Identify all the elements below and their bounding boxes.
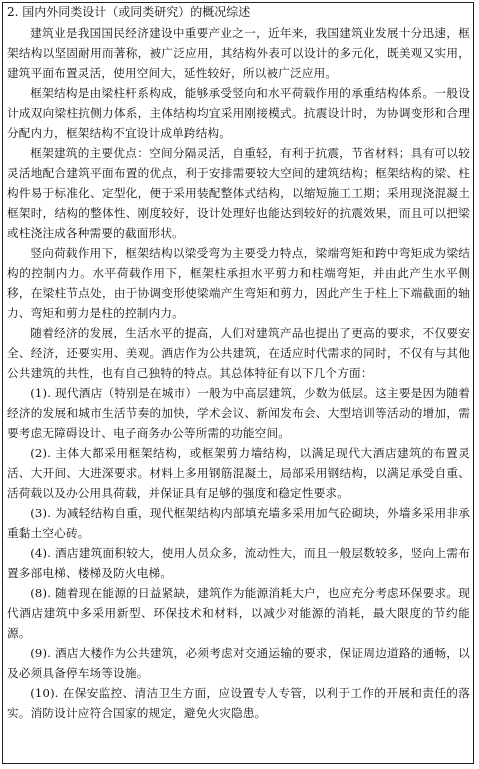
paragraph-hotel-features: 随着经济的发展，生活水平的提高，人们对建筑产品也提出了更高的要求，不仅要安全、经济，还要实用、美观。酒店作为公共建筑，在适应时代需求的同时，不仅有与其他公共建筑的共性，也有自己独特的特点。其总体特征有以下几个方面：	[7, 326, 470, 380]
list-item-8: (8). 随着现在能源的日益紧缺，建筑作为能源消耗大户，也应充分考虑环保要求。现代酒店建筑中多采用新型、环保技术和材料，以减少对能源的消耗，最大限度的节约能源。	[7, 586, 470, 640]
paragraph-frame-structure: 框架结构是由梁柱杆系构成，能够承受竖向和水平荷载作用的承重结构体系。一般设计成双向梁柱抗侧力体系，主体结构均宜采用刚接模式。抗震设计时，为协调变形和合理分配内力，框架结构不宜设计成单跨结构。	[7, 86, 470, 140]
list-item-2: (2). 主体大都采用框架结构，或框架剪力墙结构，以满足现代大酒店建筑的布置灵活、大开间、大进深要求。材料上多用钢筋混凝土，局部采用钢结构，以满足承受自重、活荷载以及办公用具荷载，并保证具有足够的强度和稳定性要求。	[7, 446, 470, 500]
list-item-4: (4). 酒店建筑面积较大，使用人员众多，流动性大，而且一般层数较多，竖向上需布置多部电梯、楼梯及防火电梯。	[7, 546, 470, 580]
paragraph-intro: 建筑业是我国国民经济建设中重要产业之一，近年来，我国建筑业发展十分迅速，框架结构以坚固耐用而著称，被广泛应用，其结构外表可以设计的多元化，既美观又实用，建筑平面布置灵活，使用空间大，延性较好，所以被广泛应用。	[7, 26, 470, 80]
paragraph-advantages: 框架建筑的主要优点：空间分隔灵活，自重轻，有利于抗震，节省材料；具有可以较灵活地配合建筑平面布置的优点，利于安排需要较大空间的建筑结构；框架结构的梁、柱构件易于标准化、定型化，便于采用装配整体式结构，以缩短施工工期；采用现浇混凝土框架时，结构的整体性、刚度较好，设计处理好也能达到较好的抗震效果，而且可以把梁或柱浇注成各种需要的截面形状。	[7, 146, 470, 240]
list-item-3: (3). 为减轻结构自重，现代框架结构内部填充墙多采用加气砼砌块，外墙多采用非承重黏土空心砖。	[7, 506, 470, 540]
list-item-1: (1). 现代酒店（特别是在城市）一般为中高层建筑，少数为低层。这主要是因为随着经济的发展和城市生活节奏的加快，学术会议、新闻发布会、大型培训等活动的增加，需要考虑无障碍设计、电子商务办公等所需的功能空间。	[7, 386, 470, 440]
document-body	[7, 4, 470, 723]
list-item-10: (10). 在保安监控、清洁卫生方面，应设置专人专管，以利于工作的开展和责任的落实。消防设计应符合国家的规定，避免火灾隐患。	[7, 686, 470, 720]
list-item-9: (9). 酒店大楼作为公共建筑，必须考虑对交通运输的要求，保证周边道路的通畅，以及必须具备停车场等设施。	[7, 646, 470, 680]
paragraph-loads: 竖向荷载作用下，框架结构以梁受弯为主要受力特点，梁端弯矩和跨中弯矩成为梁结构的控制内力。水平荷载作用下，框架柱承担水平剪力和柱端弯矩，并由此产生水平侧移，在梁柱节点处，由于协调变形使梁端产生弯矩和剪力，因此产生于柱上下端截面的轴力、弯矩和剪力是柱的控制内力。	[7, 246, 470, 320]
section-title: 2. 国内外同类设计（或同类研究）的概况综述	[7, 5, 251, 19]
